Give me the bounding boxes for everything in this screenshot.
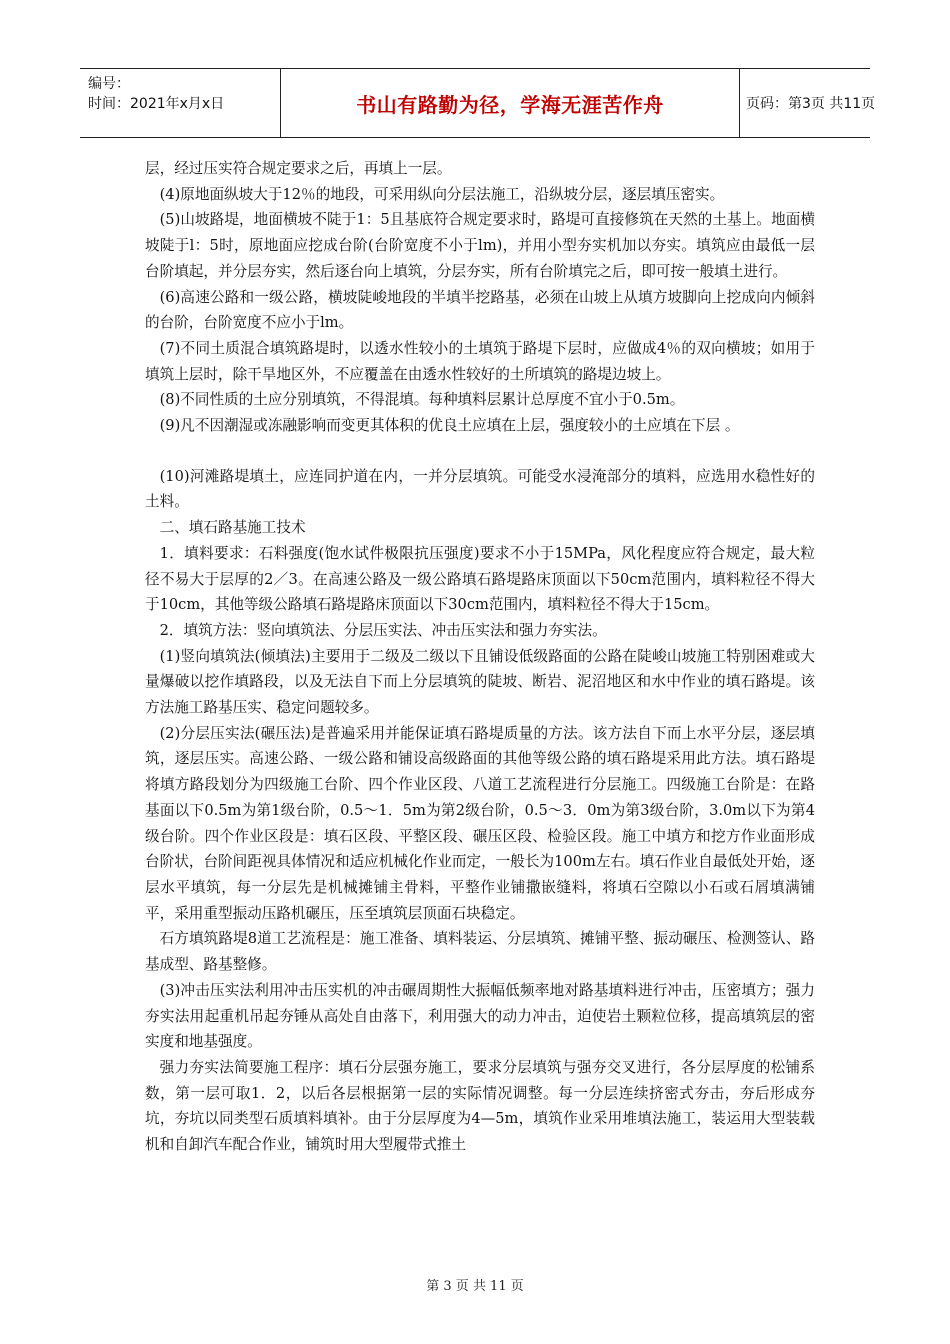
document-body — [145, 156, 815, 1158]
document-number-label: 编号： — [88, 76, 130, 92]
section-heading: 二、填石路基施工技术 — [159, 519, 306, 537]
paragraph: (7)不同土质混合填筑路堤时，以透水性较小的土填筑于路堤下层时，应做成4％的双向横坡；如用于填筑上层时，除干旱地区外，不应覆盖在由透水性较好的土所填筑的路堤边坡上。 — [145, 339, 815, 383]
paragraph: (8)不同性质的土应分别填筑，不得混填。每种填料层累计总厚度不宜小于0.5m。 — [159, 391, 685, 409]
paragraph: (3)冲击压实法利用冲击压实机的冲击碾周期性大振幅低频率地对路基填料进行冲击，压密填方；强力夯实法用起重机吊起夯锤从高处自由落下，利用强大的动力冲击，迫使岩土颗粒位移，提高填筑层的密实度和地基强度。 — [145, 981, 815, 1051]
document-date-label: 时间：2021年x月x日 — [88, 96, 225, 112]
paragraph: (5)山坡路堤，地面横坡不陡于1：5且基底符合规定要求时，路堤可直接修筑在天然的土基上。地面横坡陡于l：5时，原地面应挖成台阶(台阶宽度不小于lm)，并用小型夯实机加以夯实。填筑应由最低一层台阶填起，并分层夯实，然后逐台向上填筑，分层夯实，所有台阶填完之后，即可按一般填土进行。 — [145, 211, 815, 280]
paragraph: (9)凡不因潮湿或冻融影响而变更其体积的优良土应填在上层，强度较小的土应填在下层 。 — [159, 417, 740, 435]
header-motto-cell — [280, 69, 740, 137]
header-motto: 书山有路勤为径，学海无涯苦作舟 — [356, 93, 664, 117]
page-footer: 第 3 页 共 11 页 — [426, 1279, 524, 1294]
paragraph: (4)原地面纵坡大于12％的地段，可采用纵向分层法施工，沿纵坡分层，逐层填压密实。 — [159, 185, 725, 203]
paragraph: 强力夯实法简要施工程序：填石分层强夯施工，要求分层填筑与强夯交叉进行，各分层厚度的松铺系数，第一层可取1．2，以后各层根据第一层的实际情况调整。每一分层连续挤密式夯击，夯后形成夯坑，夯坑以同类型石质填料填补。由于分层厚度为4—5m，填筑作业采用堆填法施工，装运用大型装载机和自卸汽车配合作业，铺筑时用大型履带式推土 — [145, 1058, 815, 1154]
paragraph: 1．填料要求：石料强度(饱水试件极限抗压强度)要求不小于15MPa，风化程度应符合规定，最大粒径不易大于层厚的2／3。在高速公路及一级公路填石路堤路床顶面以下50cm范围内，填料粒径不得大于10cm，其他等级公路填石路堤路床顶面以下30cm范围内，填料粒径不得大于15cm。 — [145, 544, 815, 614]
header-info-cell — [80, 69, 280, 137]
header-page-number: 页码：第3页 共11页 — [746, 96, 876, 112]
paragraph: 石方填筑路堤8道工艺流程是：施工准备、填料装运、分层填筑、摊铺平整、振动碾压、检测签认、路基成型、路基整修。 — [145, 930, 815, 974]
paragraph: (10)河滩路堤填土，应连同护道在内，一并分层填筑。可能受水浸淹部分的填料，应选用水稳性好的土料。 — [145, 467, 815, 511]
header-page-cell — [738, 69, 876, 137]
page-header — [80, 68, 876, 138]
paragraph-spacer — [145, 439, 815, 464]
paragraph: (6)高速公路和一级公路，横坡陡峻地段的半填半挖路基，必须在山坡上从填方坡脚向上挖成向内倾斜的台阶，台阶宽度不应小于lm。 — [145, 288, 815, 332]
paragraph: (1)竖向填筑法(倾填法)主要用于二级及二级以下且铺设低级路面的公路在陡峻山坡施工特别困难或大量爆破以挖作填路段，以及无法自下而上分层填筑的陡坡、断岩、泥沼地区和水中作业的填石路堤。该方法施工路基压实、稳定问题较多。 — [145, 647, 815, 717]
paragraph: 2．填筑方法：竖向填筑法、分层压实法、冲击压实法和强力夯实法。 — [159, 621, 607, 639]
paragraph: (2)分层压实法(碾压法)是普遍采用并能保证填石路堤质量的方法。该方法自下而上水平分层，逐层填筑，逐层压实。高速公路、一级公路和铺设高级路面的其他等级公路的填石路堤采用此方法。填石路堤将填方路段划分为四级施工台阶、四个作业区段、八道工艺流程进行分层施工。四级施工台阶是：在路基面以下0.5m为第1级台阶，0.5～1．5m为第2级台阶，0.5～3．0m为第3级台阶，3.0m以下为第4级台阶。四个作业区段是：填石区段、平整区段、碾压区段、检验区段。施工中填方和挖方作业面形成台阶状，台阶间距视具体情况和适应机械化作业而定，一般长为100m左右。填石作业自最低处开始，逐层水平填筑，每一分层先是机械摊铺主骨料，平整作业铺撒嵌缝料，将填石空隙以小石或石屑填满铺平，采用重型振动压路机碾压，压至填筑层顶面石块稳定。 — [145, 724, 815, 922]
paragraph: 层，经过压实符合规定要求之后，再填上一层。 — [145, 160, 452, 177]
